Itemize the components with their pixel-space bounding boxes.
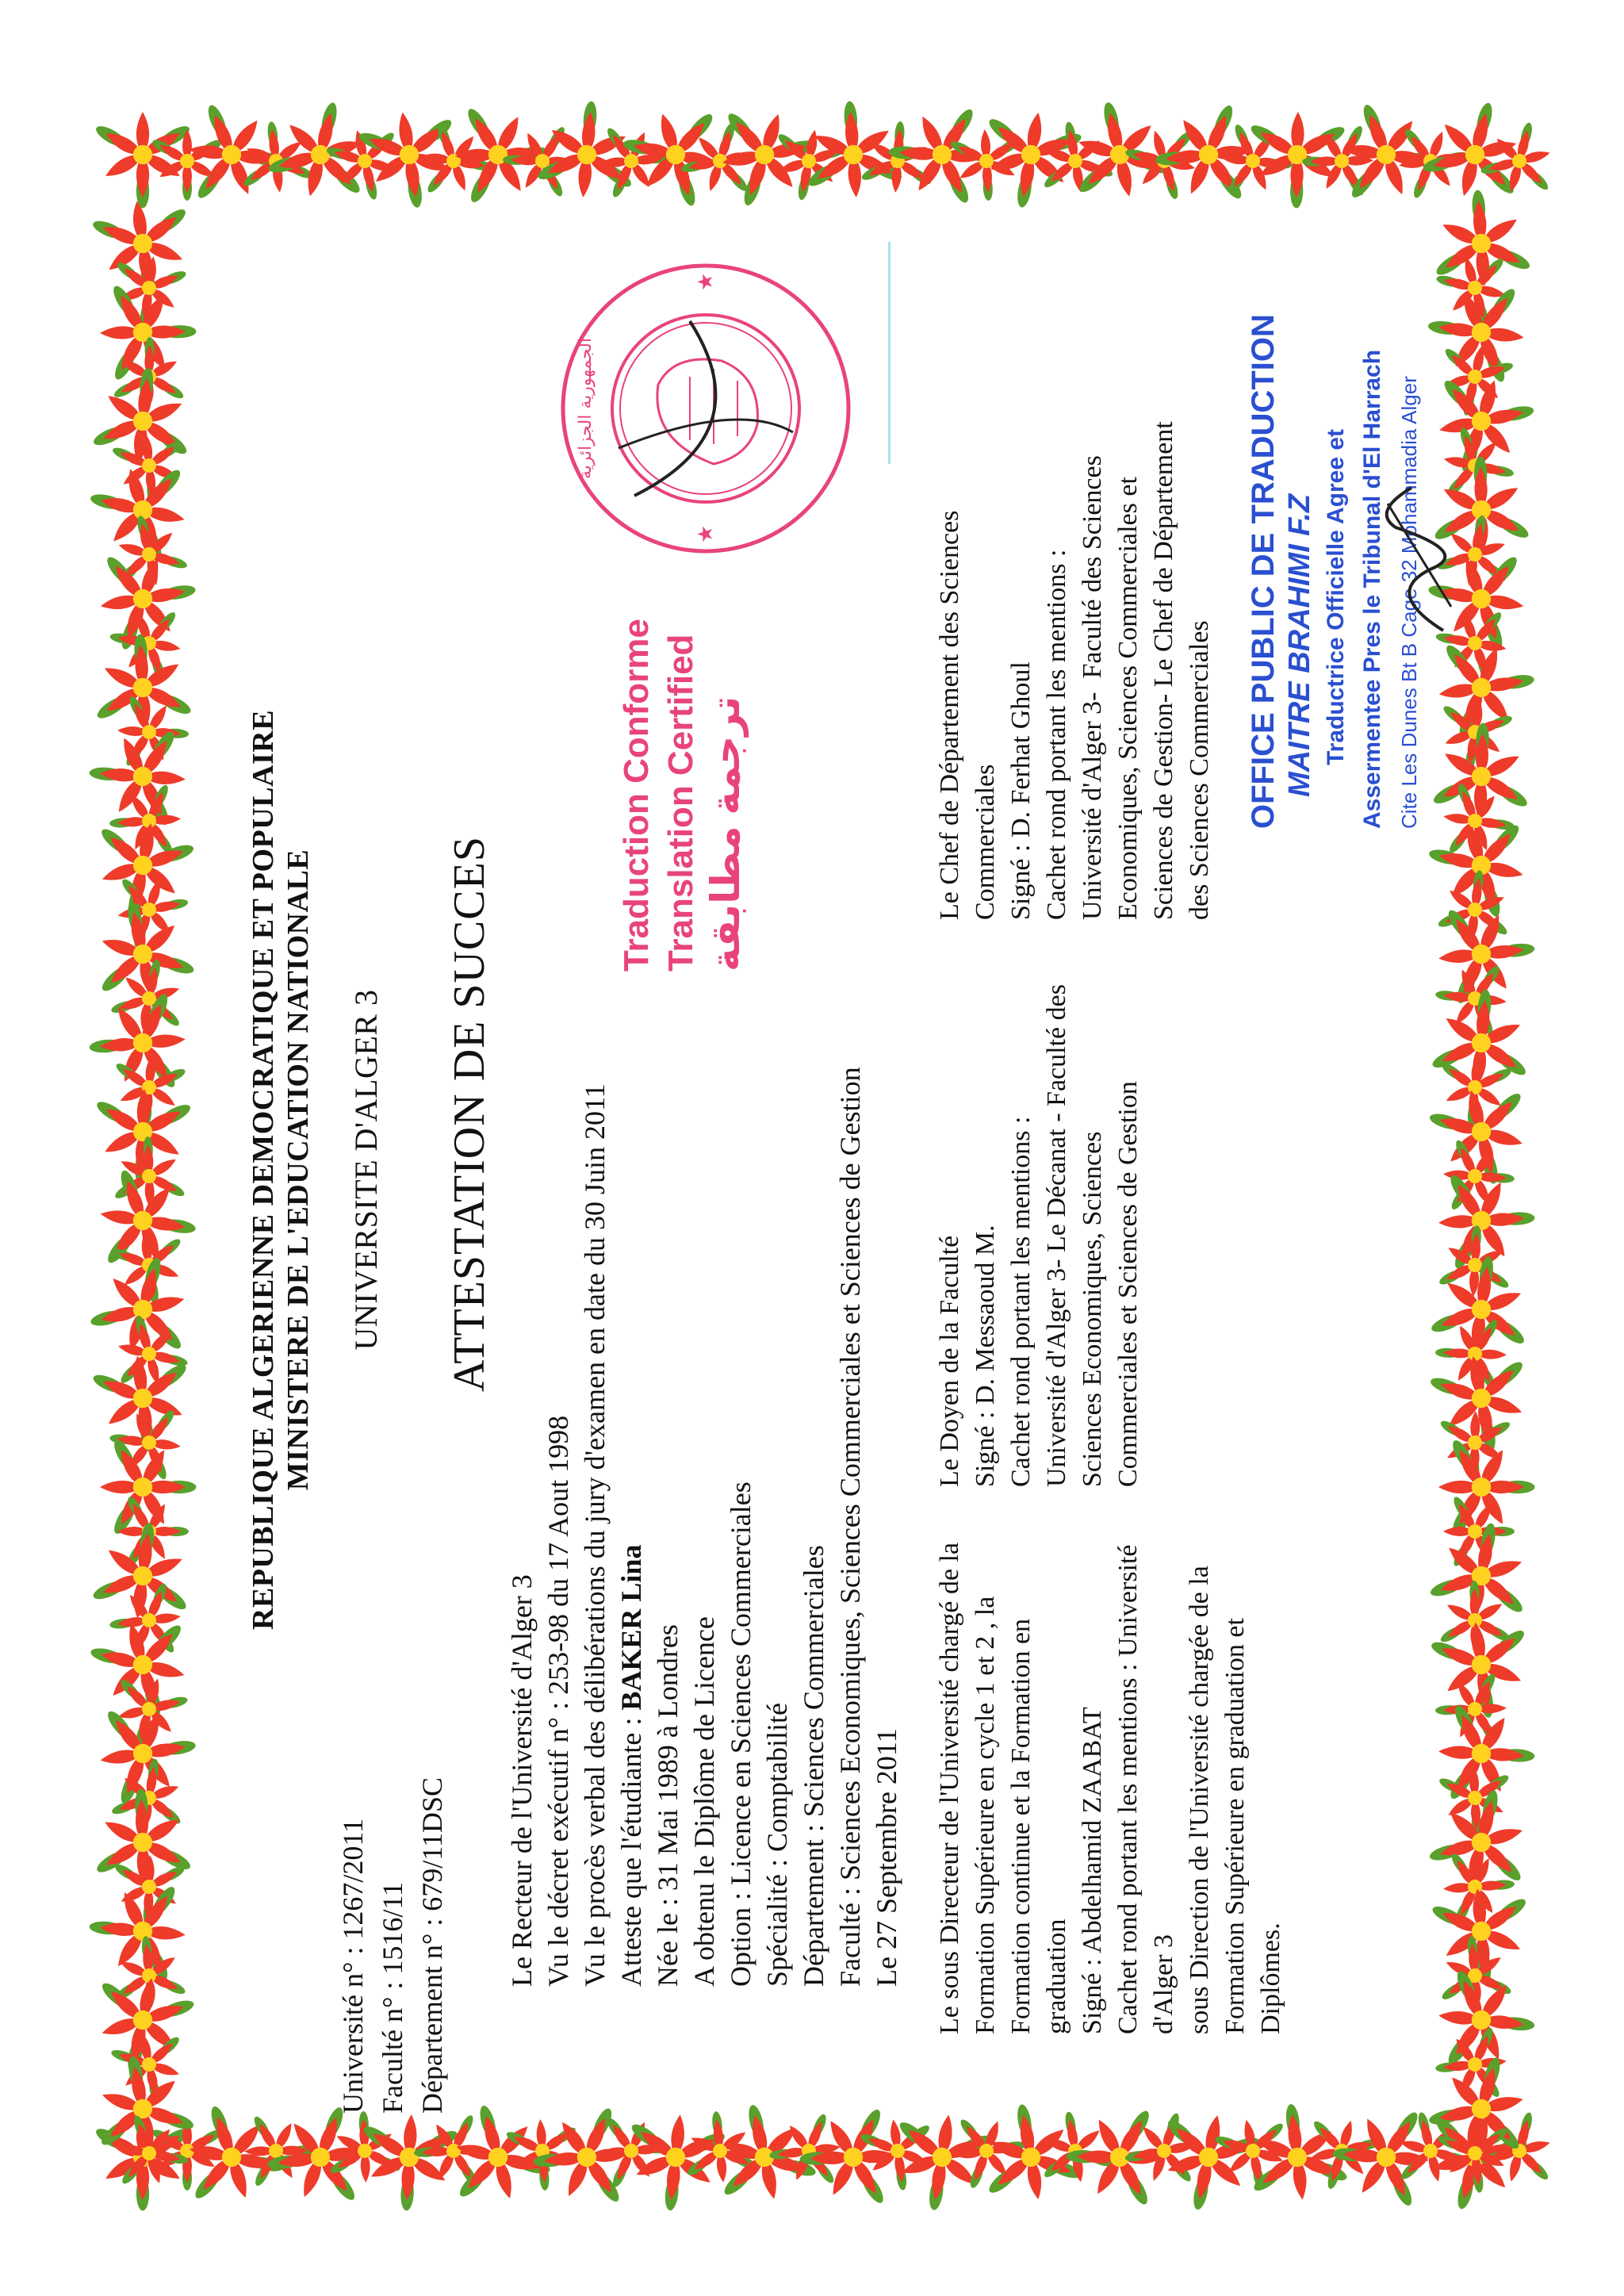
- office-line-1: OFFICE PUBLIC DE TRADUCTION: [1246, 314, 1281, 829]
- stamp-certified-fr: Traduction Conforme: [617, 619, 656, 972]
- student-name: BAKER Lina: [615, 1544, 647, 1711]
- office-line-3: Traductrice Officielle Agree et: [1323, 428, 1349, 765]
- flower-icon: [86, 723, 189, 829]
- header-ministry: MINISTERE DE L'EDUCATION NATIONALE: [282, 849, 315, 1491]
- body-line: Département : Sciences Commerciales: [798, 1545, 829, 1987]
- stamp-certified-en: Translation Certified: [661, 634, 700, 972]
- signature-left: [932, 1527, 1289, 2034]
- signature-middle-text: Le Doyen de la Faculté Signé : D. Messaoud M. Cachet rond portant les mentions : Université d'Alger 3- Le Décanat - Faculté des Sciences Economiques, Sciences Commerciales et Sciences de Gestion: [935, 984, 1143, 1487]
- body-line: Le 27 Septembre 2011: [871, 1728, 902, 1987]
- header-university: UNIVERSITE D'ALGER 3: [348, 989, 384, 1351]
- round-seal-icon: [555, 258, 856, 559]
- body-line: Faculté : Sciences Economiques, Sciences Commerciales et Sciences de Gestion: [834, 1067, 866, 1987]
- signature-middle: [932, 972, 1146, 1487]
- seal-text: الجمهورية الجزائرية: [576, 337, 596, 480]
- body-line: Spécialité : Comptabilité: [761, 1703, 793, 1987]
- document-title: ATTESTATION DE SUCCES: [445, 836, 494, 1392]
- ref-departement: Département n° : 679/11DSC: [416, 1777, 448, 2114]
- header-republic: REPUBLIQUE ALGERIENNE DEMOCRATIQUE ET POPULAIRE: [247, 709, 280, 1631]
- svg-text:★: ★: [694, 524, 718, 543]
- ref-faculte: Faculté n° : 1516/11: [377, 1881, 408, 2114]
- stamp-certified-ar: ترجمة مطابقة: [703, 696, 748, 972]
- signature-right-text: Le Chef de Département des Sciences Commerciales Signé : D. Ferhat Ghoul Cachet rond portant les mentions : Université d'Alger 3- Faculté des Sciences Economiques, Sciences Commerciales et Sciences de Gestion- Le Chef de Département des Sciences Commerciales: [935, 421, 1214, 920]
- faded-institution-stamp: [888, 242, 994, 464]
- signature-scribble-icon: [1364, 480, 1467, 638]
- body-line: A obtenu le Diplôme de Licence: [688, 1616, 720, 1987]
- attestation-body: [504, 1067, 905, 1987]
- body-line: Le Recteur de l'Université d'Alger 3: [506, 1574, 538, 1987]
- signature-right: [932, 412, 1217, 920]
- ref-universite: Université n° : 1267/2011: [337, 1818, 369, 2114]
- student-label: Atteste que l'étudiante :: [615, 1710, 647, 1987]
- body-line: Option : Licence en Sciences Commerciales: [725, 1481, 756, 1987]
- rotated-document: [214, 226, 1503, 2114]
- body-line: Née le : 31 Mai 1989 à Londres: [652, 1624, 684, 1987]
- office-line-2: MAITRE BRAHIMI F.Z: [1283, 493, 1316, 797]
- body-line: Vu le procès verbal des délibérations du jury d'examen en date du 30 Juin 2011: [579, 1083, 611, 1987]
- translation-certified-stamp: [615, 619, 748, 972]
- office-line-5: Cite Les Dunes Bt B Cage 32 Mohammadia Alger: [1397, 376, 1421, 829]
- flower-icon: [71, 623, 205, 758]
- body-line-student: [613, 1067, 649, 1987]
- reference-numbers: [333, 1777, 452, 2114]
- svg-text:★: ★: [694, 272, 718, 291]
- office-line-4: Assermentee Pres le Tribunal d'El Harrach: [1359, 349, 1385, 829]
- signature-left-text: Le sous Directeur de l'Université chargé de la Formation Supérieure en cycle 1 et 2 , la Formation continue et la Formation en graduation Signé : Abdelhamid ZAABAT Cachet rond portant les mentions : Université d'Alger 3 sous Direction de l'Université chargée de la Formation Supérieure en graduation et Diplômes.: [935, 1542, 1285, 2034]
- body-line: Vu le décret exécutif n° : 253-98 du 17 Aout 1998: [542, 1415, 574, 1987]
- flower-icon: [1032, 116, 1117, 199]
